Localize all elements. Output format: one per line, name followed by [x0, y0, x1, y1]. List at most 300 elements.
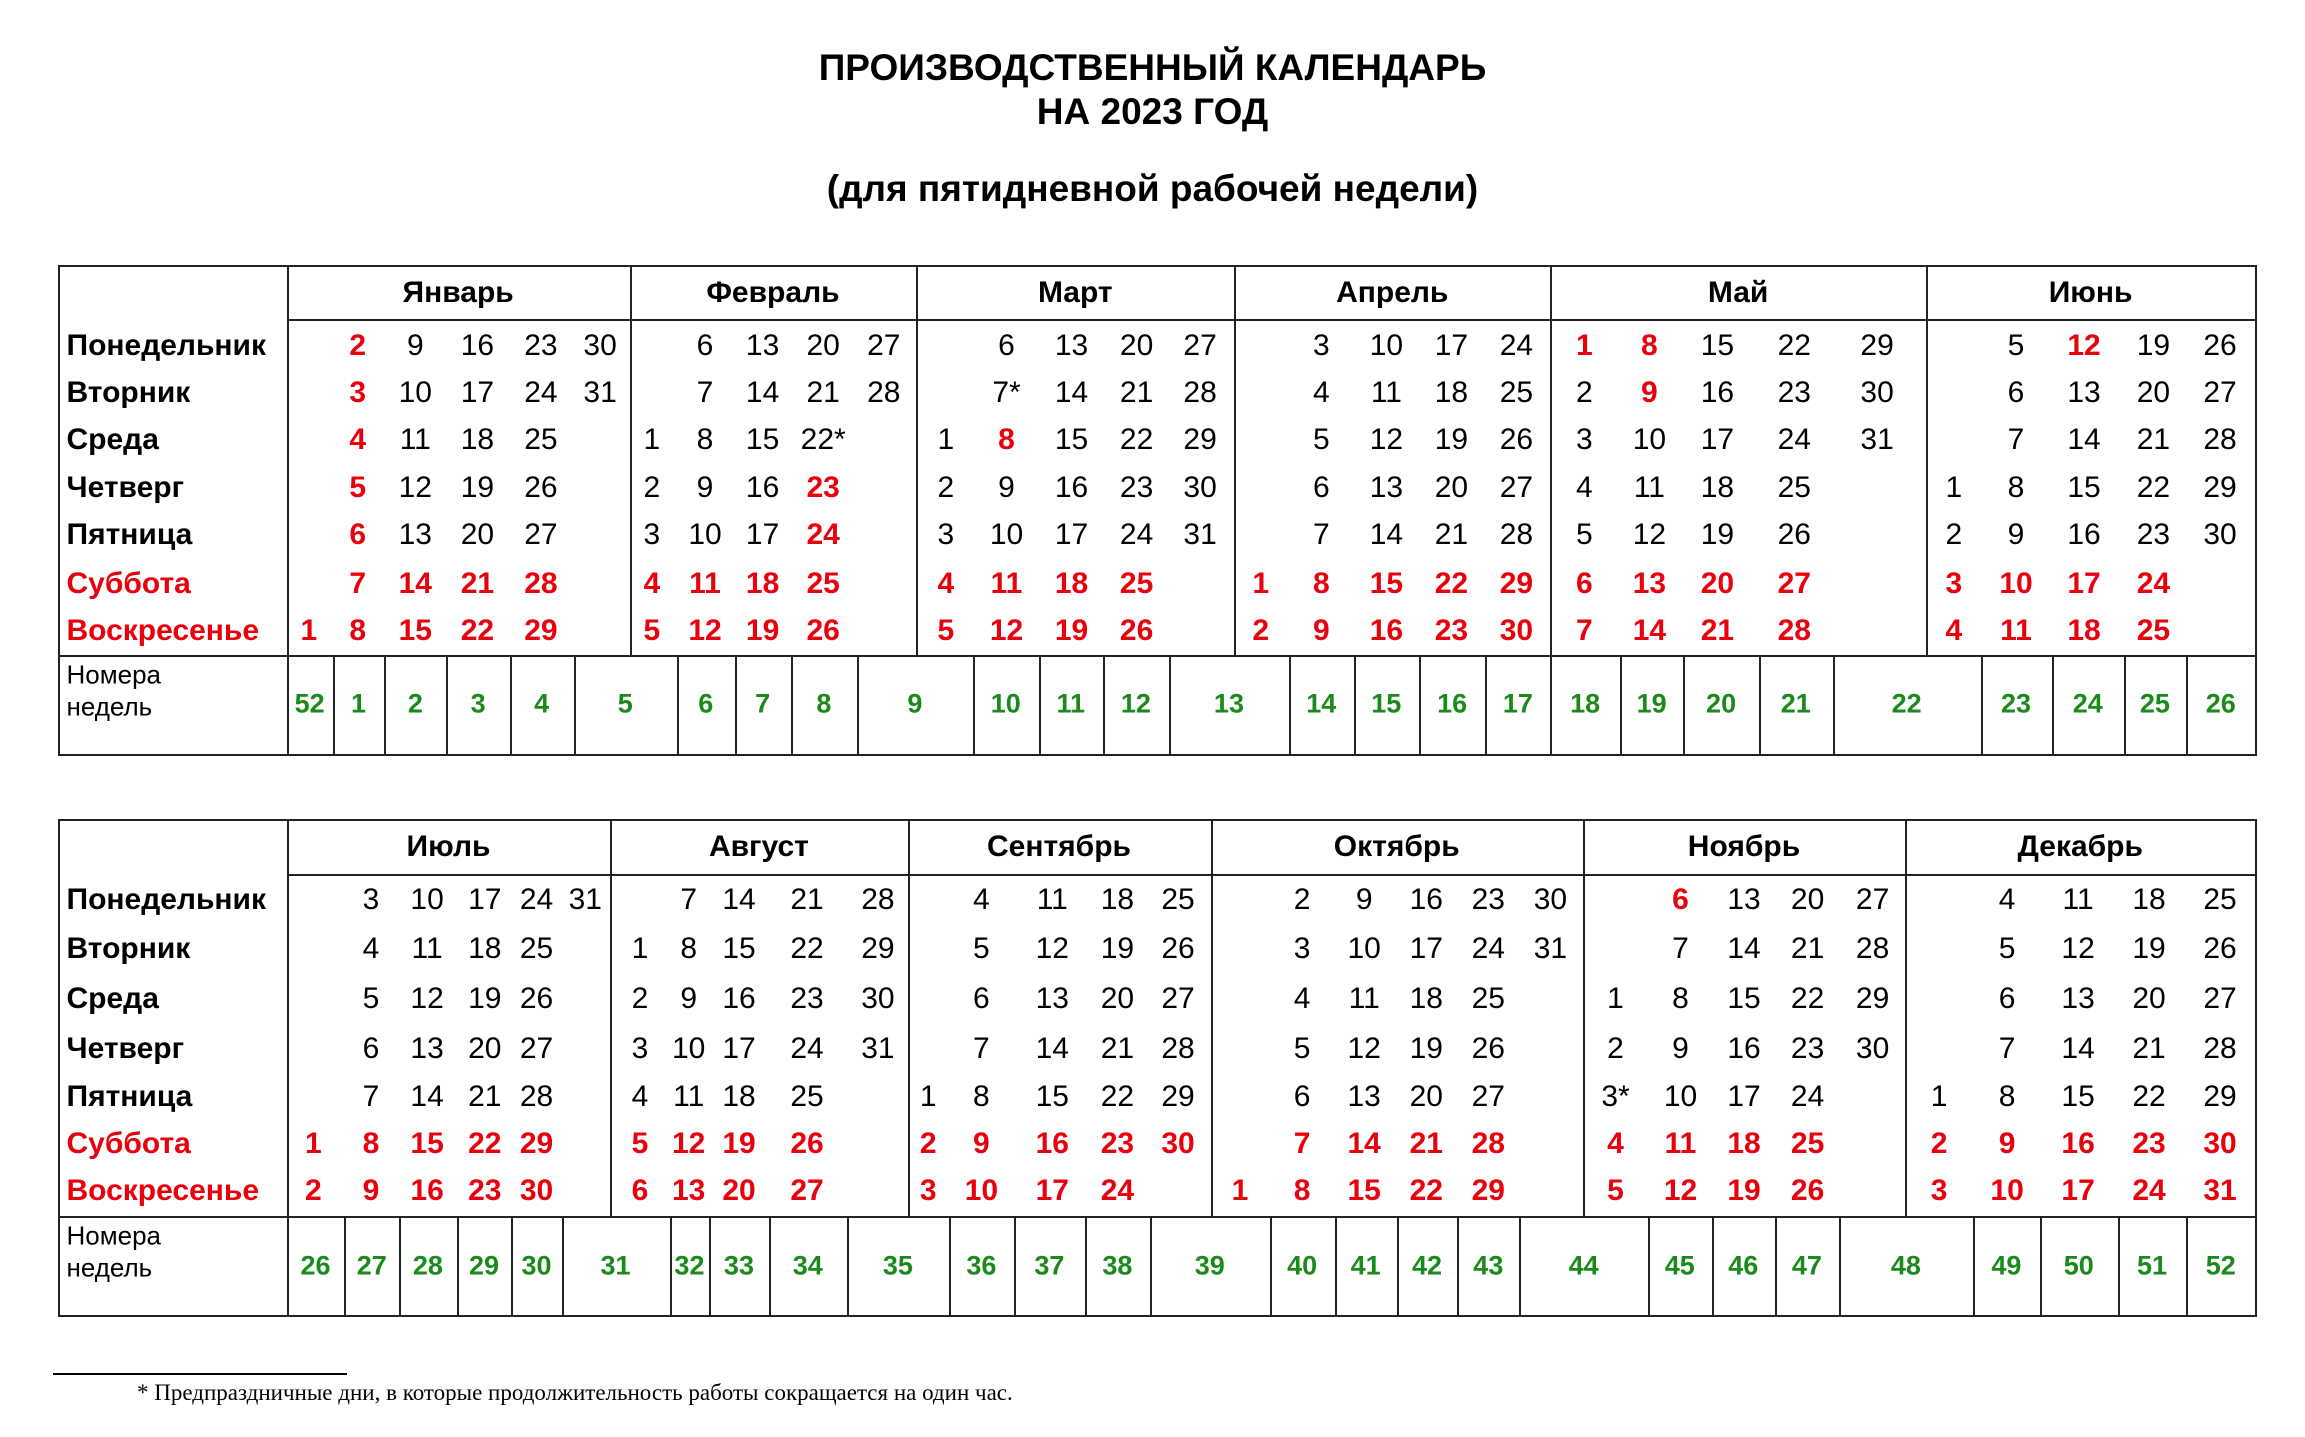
calendar-day: 3	[919, 1174, 937, 1208]
calendar-day: 15	[1035, 1079, 1069, 1113]
calendar-day: 13	[398, 518, 432, 551]
calendar-day: 26	[2203, 931, 2237, 965]
calendar-day: 10	[672, 1032, 706, 1066]
table-1-border-right	[2255, 265, 2257, 756]
calendar-day: 1	[300, 614, 318, 648]
calendar-day: 28	[867, 376, 901, 410]
table-2-month-separator	[1583, 819, 1585, 1217]
calendar-day: 5	[1312, 423, 1330, 457]
calendar-day: 24	[2136, 566, 2171, 600]
weekday-label: Четверг	[66, 470, 185, 504]
calendar-day: 9	[973, 1127, 990, 1160]
calendar-day: 2	[1252, 614, 1270, 648]
calendar-day: 7	[2007, 423, 2025, 457]
calendar-day: 19	[460, 470, 495, 504]
calendar-day: 14	[722, 883, 756, 917]
calendar-day: 17	[460, 376, 495, 410]
calendar-day: 29	[1499, 566, 1534, 600]
calendar-day: 7	[1312, 518, 1330, 551]
calendar-day: 11	[1348, 982, 1380, 1016]
calendar-day: 21	[2136, 423, 2171, 457]
calendar-day: 21	[2132, 1032, 2166, 1066]
week-number: 40	[1287, 1250, 1318, 1281]
calendar-day: 15	[1727, 982, 1761, 1016]
calendar-day: 21	[1409, 1127, 1443, 1160]
calendar-day: 18	[722, 1079, 756, 1113]
weekday-label: Вторник	[66, 376, 191, 410]
calendar-day: 6	[631, 1174, 649, 1208]
month-header: Январь	[402, 275, 514, 309]
calendar-day: 30	[1860, 376, 1894, 410]
calendar-day: 20	[1409, 1079, 1443, 1113]
footnote-divider	[53, 1373, 347, 1375]
calendar-day: 10	[989, 518, 1024, 551]
week-number: 2	[407, 688, 423, 719]
month-header: Август	[708, 829, 809, 863]
calendar-day: 6	[362, 1032, 380, 1066]
calendar-day: 31	[2203, 1174, 2237, 1208]
calendar-day: 14	[1035, 1032, 1069, 1066]
week-number: 52	[294, 688, 325, 719]
week-number: 19	[1636, 688, 1667, 719]
calendar-day: 16	[2067, 518, 2101, 551]
calendar-day: 13	[1727, 883, 1761, 917]
calendar-day: 24	[806, 518, 840, 551]
calendar-day: 27	[1183, 328, 1217, 362]
calendar-day: 11	[2000, 614, 2032, 648]
calendar-day: 8	[1672, 982, 1689, 1016]
calendar-day: 20	[460, 518, 495, 551]
calendar-day: 3	[1312, 328, 1330, 362]
calendar-day: 16	[460, 328, 495, 362]
calendar-day: 12	[398, 470, 432, 504]
month-header: Декабрь	[2017, 829, 2143, 863]
calendar-day: 15	[745, 423, 780, 457]
calendar-day: 19	[1100, 931, 1135, 965]
table-2-month-separator	[610, 819, 612, 1217]
calendar-day: 9	[1998, 1127, 2016, 1160]
calendar-day: 18	[1100, 883, 1135, 917]
calendar-day: 20	[2132, 982, 2166, 1016]
calendar-day: 24	[2132, 1174, 2166, 1208]
calendar-day: 11	[1036, 883, 1068, 917]
calendar-day: 20	[1434, 470, 1469, 504]
calendar-day: 8	[696, 423, 714, 457]
calendar-day: 23	[2136, 518, 2171, 551]
calendar-day: 10	[410, 883, 444, 917]
calendar-day: 22*	[800, 423, 846, 457]
calendar-day: 12	[989, 614, 1024, 648]
calendar-day: 4	[643, 566, 661, 600]
calendar-day: 6	[1998, 982, 2016, 1016]
calendar-day: 21	[806, 376, 840, 410]
calendar-day: 30	[2203, 518, 2237, 551]
calendar-day: 21	[1119, 376, 1154, 410]
calendar-day: 2	[349, 328, 367, 362]
week-number: 51	[2136, 1250, 2168, 1281]
calendar-day: 24	[1119, 518, 1154, 551]
calendar-day: 7	[1998, 1032, 2016, 1066]
calendar-day: 22	[790, 931, 824, 965]
calendar-day: 15	[1347, 1174, 1381, 1208]
calendar-day: 7	[349, 566, 367, 600]
subtitle: (для пятидневной рабочей недели)	[826, 168, 1479, 209]
calendar-day: 2	[631, 982, 649, 1016]
calendar-day: 19	[1409, 1032, 1443, 1066]
calendar-day: 6	[973, 982, 990, 1016]
calendar-day: 28	[519, 1079, 554, 1113]
calendar-day: 25	[1777, 470, 1811, 504]
calendar-day: 12	[2061, 931, 2095, 965]
calendar-day: 12	[2067, 328, 2101, 362]
week-number: 25	[2139, 688, 2170, 719]
calendar-day: 11	[399, 423, 431, 457]
calendar-day: 23	[2132, 1127, 2166, 1160]
table-2-month-separator	[1211, 819, 1213, 1217]
calendar-day: 1	[1252, 566, 1270, 600]
calendar-day: 7	[973, 1032, 990, 1066]
calendar-day: 22	[1434, 566, 1469, 600]
week-number: 36	[966, 1250, 997, 1281]
week-number: 30	[521, 1250, 552, 1281]
week-number: 34	[792, 1250, 823, 1281]
calendar-day: 20	[1700, 566, 1735, 600]
week-number: 18	[1570, 688, 1601, 719]
calendar-day: 2	[643, 470, 661, 504]
calendar-day: 17	[1035, 1174, 1069, 1208]
calendar-day: 11	[2062, 883, 2094, 917]
calendar-day: 28	[2203, 423, 2237, 457]
calendar-day: 23	[1471, 883, 1505, 917]
calendar-day: 8	[349, 614, 367, 648]
calendar-day: 26	[524, 470, 558, 504]
calendar-day: 4	[1576, 470, 1593, 504]
calendar-day: 4	[631, 1079, 649, 1113]
table-1-rule	[58, 655, 2258, 657]
calendar-day: 18	[468, 931, 502, 965]
calendar-day: 17	[1409, 931, 1443, 965]
calendar-day: 6	[998, 328, 1015, 362]
calendar-day: 22	[460, 614, 495, 648]
month-header: Октябрь	[1333, 829, 1460, 863]
calendar-day: 15	[1054, 423, 1089, 457]
calendar-day: 28	[861, 883, 895, 917]
calendar-day: 29	[2203, 470, 2237, 504]
week-number: 3	[470, 688, 486, 719]
calendar-day: 8	[1641, 328, 1658, 362]
calendar-day: 27	[1499, 470, 1534, 504]
calendar-day: 29	[1471, 1174, 1505, 1208]
calendar-day: 21	[460, 566, 495, 600]
table-2-rule	[58, 1216, 2258, 1218]
week-number: 49	[1991, 1250, 2022, 1281]
calendar-day: 13	[1054, 328, 1089, 362]
calendar-day: 2	[937, 470, 955, 504]
calendar-day: 30	[1183, 470, 1217, 504]
calendar-day: 17	[1727, 1079, 1761, 1113]
calendar-day: 21	[1100, 1032, 1135, 1066]
calendar-day: 14	[2061, 1032, 2095, 1066]
weekday-label: Суббота	[66, 1127, 191, 1160]
calendar-day: 13	[672, 1174, 706, 1208]
month-header: Февраль	[706, 275, 840, 309]
calendar-day: 7	[1576, 614, 1593, 648]
calendar-day: 17	[468, 883, 502, 917]
calendar-day: 28	[1161, 1032, 1195, 1066]
calendar-day: 22	[1777, 328, 1811, 362]
calendar-day: 2	[1945, 518, 1963, 551]
calendar-day: 20	[806, 328, 840, 362]
calendar-day: 17	[1054, 518, 1089, 551]
calendar-day: 18	[2067, 614, 2101, 648]
calendar-day: 23	[1100, 1127, 1135, 1160]
week-number: 6	[698, 688, 714, 719]
calendar-day: 9	[1641, 376, 1658, 410]
week-number: 29	[469, 1250, 500, 1281]
calendar-day: 4	[973, 883, 990, 917]
calendar-day: 16	[1727, 1032, 1761, 1066]
calendar-day: 14	[398, 566, 432, 600]
calendar-day: 3	[349, 376, 367, 410]
calendar-day: 3	[631, 1032, 649, 1066]
calendar-day: 13	[2067, 376, 2101, 410]
week-number: 45	[1664, 1250, 1695, 1281]
calendar-day: 27	[1161, 982, 1195, 1016]
table-1-month-separator	[287, 265, 289, 655]
calendar-day: 20	[1119, 328, 1154, 362]
calendar-day: 9	[2007, 518, 2025, 551]
table-1-month-separator	[630, 265, 632, 655]
title-line-1: ПРОИЗВОДСТВЕННЫЙ КАЛЕНДАРЬ	[818, 47, 1487, 88]
table-2-month-separator	[908, 819, 910, 1217]
weekday-label: Понедельник	[66, 328, 266, 362]
calendar-day: 31	[583, 376, 617, 410]
week-number: 4	[534, 688, 550, 719]
week-number: 15	[1371, 688, 1402, 719]
calendar-day: 27	[1777, 566, 1811, 600]
calendar-day: 1	[937, 423, 955, 457]
calendar-day: 12	[1632, 518, 1667, 551]
calendar-day: 6	[1576, 566, 1593, 600]
calendar-day: 22	[1409, 1174, 1443, 1208]
calendar-day: 27	[1855, 883, 1890, 917]
calendar-day: 2	[1576, 376, 1593, 410]
calendar-day: 11	[411, 931, 443, 965]
calendar-day: 16	[2061, 1127, 2095, 1160]
week-number: 28	[412, 1250, 443, 1281]
week-number: 17	[1502, 688, 1533, 719]
week-number: 22	[1891, 688, 1922, 719]
calendar-day: 2	[1930, 1127, 1948, 1160]
calendar-day: 3	[1576, 423, 1593, 457]
calendar-day: 19	[745, 614, 780, 648]
calendar-day: 10	[688, 518, 722, 551]
calendar-day: 1	[1231, 1174, 1249, 1208]
calendar-day: 5	[1293, 1032, 1311, 1066]
weekday-label: Суббота	[66, 566, 191, 600]
calendar-day: 20	[1790, 883, 1825, 917]
month-header: Ноябрь	[1687, 829, 1801, 863]
calendar-day: 18	[460, 423, 495, 457]
calendar-day: 22	[1790, 982, 1825, 1016]
calendar-day: 31	[568, 883, 602, 917]
calendar-day: 25	[806, 566, 840, 600]
calendar-day: 2	[304, 1174, 322, 1208]
weekday-label: Среда	[66, 423, 159, 457]
calendar-day: 28	[1183, 376, 1217, 410]
calendar-day: 14	[1347, 1127, 1381, 1160]
calendar-day: 8	[362, 1127, 380, 1160]
calendar-day: 21	[1434, 518, 1469, 551]
calendar-day: 20	[1100, 982, 1135, 1016]
calendar-day: 12	[1369, 423, 1404, 457]
calendar-day: 25	[1790, 1127, 1825, 1160]
calendar-day: 6	[349, 518, 367, 551]
calendar-day: 9	[1355, 883, 1373, 917]
calendar-day: 17	[1434, 328, 1469, 362]
calendar-day: 26	[1471, 1032, 1505, 1066]
week-number: 26	[2205, 688, 2236, 719]
weekday-label: Воскресенье	[66, 1174, 260, 1208]
month-header: Апрель	[1336, 275, 1449, 309]
calendar-day: 29	[1161, 1079, 1195, 1113]
calendar-day: 5	[349, 470, 367, 504]
table-1-month-separator	[1550, 265, 1552, 655]
calendar-day: 29	[2203, 1079, 2237, 1113]
calendar-day: 1	[919, 1079, 937, 1113]
week-numbers-label: Номера недель	[66, 659, 161, 722]
calendar-day: 18	[2132, 883, 2166, 917]
week-number: 9	[907, 688, 923, 719]
calendar-day: 5	[937, 614, 955, 648]
calendar-day: 21	[468, 1079, 502, 1113]
calendar-day: 1	[1607, 982, 1624, 1016]
calendar-day: 22	[468, 1127, 502, 1160]
week-number: 7	[755, 688, 771, 719]
calendar-day: 29	[861, 931, 895, 965]
calendar-day: 3	[362, 883, 380, 917]
calendar-day: 10	[1999, 566, 2033, 600]
calendar-day: 11	[1370, 376, 1402, 410]
table-2-rule	[58, 1315, 2258, 1317]
calendar-day: 22	[1119, 423, 1154, 457]
calendar-day: 11	[1633, 470, 1665, 504]
calendar-day: 16	[722, 982, 756, 1016]
week-number: 46	[1728, 1250, 1759, 1281]
calendar-day: 10	[1369, 328, 1404, 362]
calendar-day: 26	[1790, 1174, 1825, 1208]
calendar-day: 18	[745, 566, 780, 600]
calendar-day: 7*	[992, 376, 1021, 410]
calendar-day: 31	[1533, 931, 1568, 965]
week-number: 43	[1473, 1250, 1504, 1281]
calendar-day: 25	[790, 1079, 824, 1113]
calendar-day: 25	[1499, 376, 1534, 410]
calendar-day: 24	[519, 883, 554, 917]
calendar-day: 30	[1533, 883, 1568, 917]
table-1-rule	[58, 754, 2258, 756]
calendar-day: 25	[1161, 883, 1195, 917]
calendar-day: 23	[790, 982, 824, 1016]
calendar-day: 23	[806, 470, 840, 504]
calendar-day: 5	[973, 931, 990, 965]
week-number: 16	[1437, 688, 1468, 719]
calendar-day: 13	[1632, 566, 1667, 600]
calendar-day: 13	[410, 1032, 444, 1066]
calendar-day: 17	[722, 1032, 756, 1066]
calendar-day: 30	[861, 982, 895, 1016]
weekday-label: Понедельник	[66, 883, 266, 917]
calendar-day: 8	[680, 931, 698, 965]
calendar-day: 30	[1855, 1032, 1890, 1066]
calendar-day: 9	[1672, 1032, 1689, 1066]
title-line-2: НА 2023 ГОД	[1036, 91, 1269, 132]
table-1-month-separator	[916, 265, 918, 655]
calendar-day: 1	[643, 423, 661, 457]
calendar-day: 8	[1312, 566, 1330, 600]
week-number: 23	[2000, 688, 2031, 719]
calendar-day: 27	[2203, 376, 2237, 410]
calendar-day: 9	[1312, 614, 1330, 648]
calendar-day: 13	[745, 328, 780, 362]
week-number: 47	[1791, 1250, 1822, 1281]
month-header: Май	[1707, 275, 1769, 309]
calendar-day: 28	[1855, 931, 1890, 965]
footnote: * Предпраздничные дни, в которые продолжительность работы сокращается на один час.	[137, 1380, 1013, 1405]
calendar-day: 25	[524, 423, 558, 457]
calendar-day: 26	[790, 1127, 824, 1160]
calendar-day: 15	[1700, 328, 1735, 362]
calendar-day: 3	[643, 518, 661, 551]
week-number: 52	[2205, 1250, 2236, 1281]
calendar-day: 25	[2136, 614, 2171, 648]
calendar-day: 12	[1035, 931, 1069, 965]
calendar-day: 5	[362, 982, 380, 1016]
calendar-day: 16	[410, 1174, 444, 1208]
calendar-day: 7	[362, 1079, 380, 1113]
calendar-day: 23	[468, 1174, 502, 1208]
calendar-day: 17	[2067, 566, 2101, 600]
calendar-day: 16	[1409, 883, 1443, 917]
calendar-day: 30	[519, 1174, 554, 1208]
calendar-day: 5	[643, 614, 661, 648]
calendar-day: 14	[745, 376, 780, 410]
calendar-day: 29	[1860, 328, 1894, 362]
calendar-day: 25	[2203, 883, 2237, 917]
calendar-day: 27	[524, 518, 558, 551]
calendar-day: 15	[2067, 470, 2101, 504]
week-number: 39	[1194, 1250, 1225, 1281]
calendar-day: 30	[2203, 1127, 2237, 1160]
calendar-day: 19	[468, 982, 502, 1016]
calendar-day: 19	[1727, 1174, 1761, 1208]
week-number: 48	[1890, 1250, 1921, 1281]
week-number: 11	[1056, 688, 1086, 719]
calendar-day: 4	[1607, 1127, 1624, 1160]
calendar-day: 26	[1777, 518, 1811, 551]
calendar-day: 4	[1293, 982, 1311, 1016]
calendar-day: 26	[1161, 931, 1195, 965]
calendar-day: 4	[1312, 376, 1330, 410]
calendar-day: 18	[1409, 982, 1443, 1016]
calendar-day: 28	[2203, 1032, 2237, 1066]
calendar-day: 28	[1777, 614, 1811, 648]
calendar-day: 9	[680, 982, 698, 1016]
calendar-day: 10	[964, 1174, 999, 1208]
weekday-label: Вторник	[66, 931, 191, 965]
calendar-day: 5	[1576, 518, 1593, 551]
calendar-day: 10	[398, 376, 432, 410]
